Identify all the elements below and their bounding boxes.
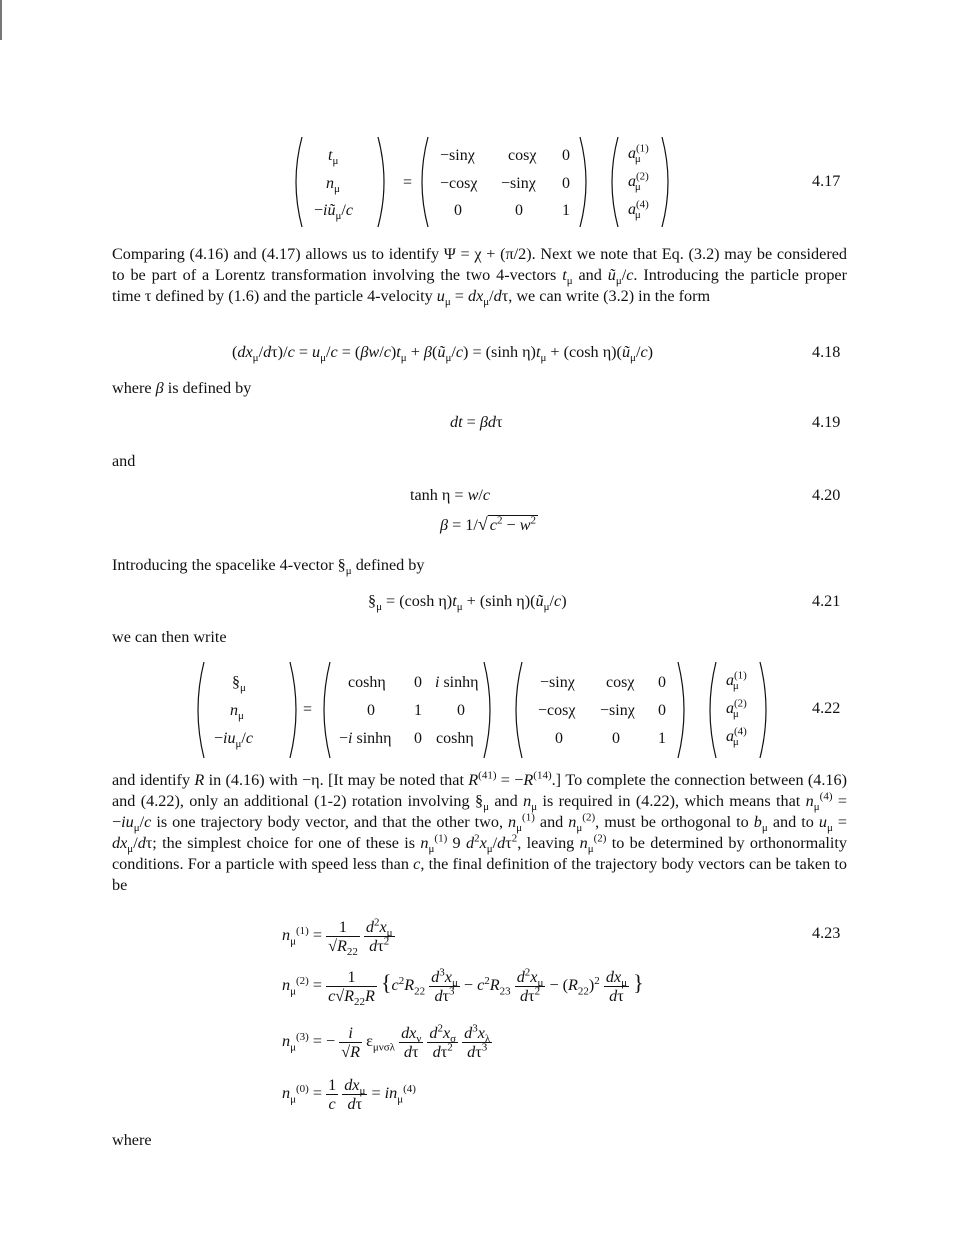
m1-cell: coshη xyxy=(348,674,386,691)
m2-cell: cosχ xyxy=(606,674,635,691)
eq-number-4-23: 4.23 xyxy=(812,924,841,942)
rhs-a4: $a^{(4)}_\mu$ xyxy=(628,198,649,222)
scan-edge xyxy=(0,0,2,40)
equation-4-20-a: tanh η = w/c xyxy=(410,486,491,504)
eq-number-4-19: 4.19 xyxy=(812,413,841,431)
equation-4-20-b: β = 1/√ $c^2 - w^2$ xyxy=(440,514,537,534)
we-can-line: we can then write xyxy=(112,628,227,646)
lhs-s-mu: $\S_\mu$ xyxy=(232,674,246,695)
m-cell: cosχ xyxy=(508,147,537,164)
m2-cell: 0 xyxy=(555,730,563,747)
paragraph-2: Introducing the spacelike 4-vector $\S_\mu$ defined by xyxy=(112,556,425,578)
rhs-a1: $a^{(1)}_\mu$ xyxy=(628,142,649,166)
m2-cell: −sinχ xyxy=(600,702,635,719)
m-cell: 0 xyxy=(562,147,570,164)
equation-4-17 xyxy=(290,135,690,230)
svg-text:=: = xyxy=(403,174,413,191)
equation-4-21: $\S_\mu = (\cosh$ $\eta)t_\mu + (\sinh$ $\eta)(ũ_\mu/c)$ xyxy=(368,592,567,614)
eq-number-4-17: 4.17 xyxy=(812,172,841,190)
rhs-a2: $a^{(2)}_\mu$ xyxy=(628,170,649,194)
equation-4-19: dt = βdτ xyxy=(450,413,503,431)
m1-cell: 0 xyxy=(414,730,422,747)
equation-4-23-n2: $n_\mu^{(2)}$ = $\frac{1}{c√R_{22}R}$ {$c^2R_{22}$ $\frac{d^3x_\mu}{d\tau^3}$ − $c^2R_{23}$ $\frac{d^2x_\mu}{d\tau^2}$ − $(R_{22})^2$ $\frac{dx_\mu}{d\tau}$ } xyxy=(282,966,644,1009)
m-cell: 1 xyxy=(562,202,570,219)
matrix-brackets-4-22 xyxy=(192,660,792,760)
rhs-a2: $a^{(2)}_\mu$ xyxy=(726,697,747,721)
equation-4-22 xyxy=(192,660,792,760)
m1-cell: 0 xyxy=(414,674,422,691)
paragraph-3: and identify R in (4.16) with −η. [It may be noted that $R^{(41)} = -R^{(14)}$.] To complete the connection between (4.16) and (4.22), only an additional (1-2) rotation involving $\S_\mu$ and $n_\mu$ is required in (4.22), which means that $n_\mu^{(4)} = -iu_\mu/c$ is one trajectory body vector, and that the other two, $n_\mu^{(1)}$ and $n_\mu^{(2)}$, must be orthogonal to $b_\mu$ and to $u_\mu = dx_\mu/d\tau$; the simplest choice for one of these is $n_\mu^{(1)}$ 9 $d^2x_\mu/d\tau^2$, leaving $n_\mu^{(2)}$ to be determined by orthonormality conditions. For a particle with speed less than c, the final definition of the trajectory body vectors can be taken to be xyxy=(112,769,847,894)
m2-cell: 0 xyxy=(658,702,666,719)
lhs-iu-mu: $-iũ_\mu/c$ xyxy=(314,202,353,223)
lhs-t-mu: $t_\mu$ xyxy=(328,147,339,168)
m1-cell: coshη xyxy=(436,730,474,747)
eq-number-4-18: 4.18 xyxy=(812,343,841,361)
rhs-a4: $a^{(4)}_\mu$ xyxy=(726,725,747,749)
eq-number-4-21: 4.21 xyxy=(812,592,841,610)
m2-cell: 1 xyxy=(658,730,666,747)
m2-cell: 0 xyxy=(612,730,620,747)
equation-4-23-n3: $n_\mu^{(3)}$ = − $\frac{i}{√R}$ $\varepsilon_{\mu\nu\sigma\lambda}$ $\frac{dx_\nu}{d\tau}$ $\frac{d^2x_\sigma}{d\tau^2}$ $\frac{d^3x_\lambda}{d\tau^3}$ xyxy=(282,1022,491,1061)
m-cell: 0 xyxy=(562,175,570,192)
m1-cell: 0 xyxy=(367,702,375,719)
m1-cell: 1 xyxy=(414,702,422,719)
where-line: where xyxy=(112,1131,152,1149)
and-line: and xyxy=(112,452,136,470)
m-cell: 0 xyxy=(515,202,523,219)
m1-cell: −i sinhη xyxy=(339,730,392,747)
m2-cell: 0 xyxy=(658,674,666,691)
equation-4-18: $(dx_\mu/d\tau)/c = u_\mu/c = (\beta w/c)t_\mu$ + $\beta(ũ_\mu/c) = (\sinh$ $\eta)t_\mu + (\cosh$ $\eta)(ũ_\mu/c)$ xyxy=(232,343,654,365)
eq-number-4-22: 4.22 xyxy=(812,699,841,717)
m-cell: −sinχ xyxy=(501,175,536,192)
m-cell: −cosχ xyxy=(440,175,478,192)
paragraph-1: Comparing (4.16) and (4.17) allows us to identify Ψ = χ + (π/2). Next we note that Eq. (3.2) may be considered to be part of a Lorentz transformation involving the two 4-vectors $t_\mu$ and $ũ_\mu/c$. Introducing the particle proper time τ defined by (1.6) and the particle 4-velocity $u_\mu = dx_\mu/d\tau$, we can write (3.2) in the form xyxy=(112,245,847,309)
m1-cell: i sinhη xyxy=(435,674,479,691)
svg-text:=: = xyxy=(303,701,313,718)
m1-cell: 0 xyxy=(457,702,465,719)
m-cell: −sinχ xyxy=(440,147,475,164)
eq-number-4-20: 4.20 xyxy=(812,486,841,504)
lhs-n-mu: $n_\mu$ xyxy=(230,702,244,723)
m2-cell: −sinχ xyxy=(540,674,575,691)
rhs-a1: $a^{(1)}_\mu$ xyxy=(726,669,747,693)
where-beta-line: where β is defined by xyxy=(112,379,252,397)
m2-cell: −cosχ xyxy=(538,702,576,719)
equation-4-23-n0: $n_\mu^{(0)}$ = $\frac{1}{c}$ $\frac{dx_\mu}{d\tau}$ = $in_\mu^{(4)}$ xyxy=(282,1076,416,1113)
m-cell: 0 xyxy=(454,202,462,219)
lhs-iu-mu: $-iu_\mu/c$ xyxy=(214,730,253,751)
lhs-n-mu: $n_\mu$ xyxy=(326,175,340,196)
equation-4-23-n1: $n_\mu^{(1)}$ = $\frac{1}{√R_{22}}$ $\frac{d^2x_\mu}{d\tau^2}$ xyxy=(282,916,393,959)
